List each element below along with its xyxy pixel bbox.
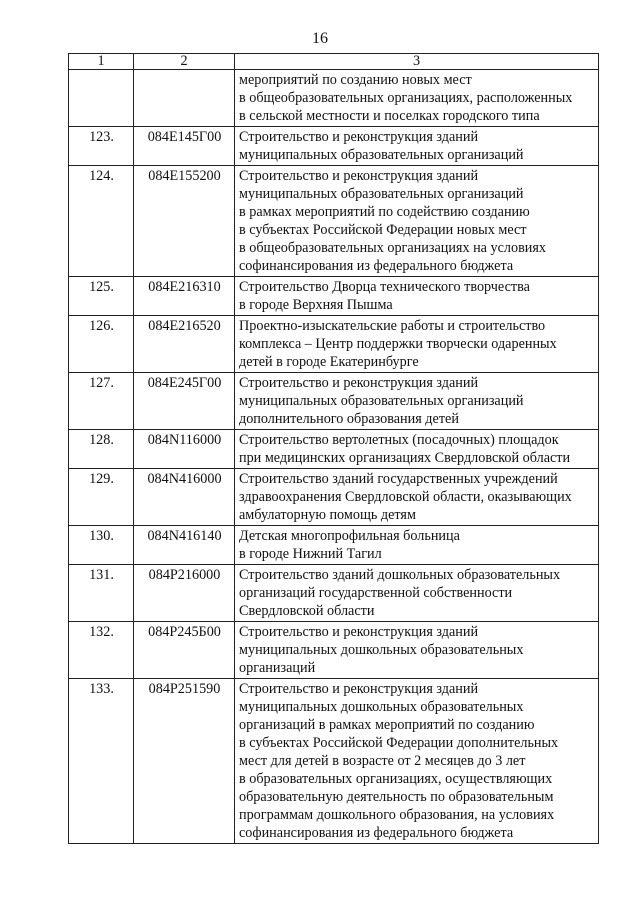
table-row <box>69 430 599 469</box>
column-header: 2 <box>134 54 235 70</box>
table-row <box>69 526 599 565</box>
row-number: 127. <box>69 373 134 430</box>
row-number: 129. <box>69 469 134 526</box>
row-number: 131. <box>69 565 134 622</box>
row-description: Детская многопрофильная больница в городе Нижний Тагил <box>235 526 599 565</box>
budget-code: 084P245Б00 <box>134 622 235 679</box>
table-row <box>69 127 599 166</box>
row-number: 132. <box>69 622 134 679</box>
column-header: 3 <box>235 54 599 70</box>
row-description: Строительство и реконструкция зданий муниципальных образовательных организаций <box>235 127 599 166</box>
row-number: 123. <box>69 127 134 166</box>
table-row <box>69 565 599 622</box>
budget-code <box>134 70 235 127</box>
table-row <box>69 373 599 430</box>
row-description: мероприятий по созданию новых мест в общеобразовательных организациях, расположенных в сельской местности и поселках городского типа <box>235 70 599 127</box>
budget-code: 084E245Г00 <box>134 373 235 430</box>
page-number: 16 <box>312 30 328 47</box>
table-row <box>69 679 599 844</box>
row-description: Строительство и реконструкция зданий муниципальных образовательных организаций дополнительного образования детей <box>235 373 599 430</box>
budget-code: 084P251590 <box>134 679 235 844</box>
row-number: 126. <box>69 316 134 373</box>
row-description: Строительство Дворца технического творчества в городе Верхняя Пышма <box>235 277 599 316</box>
budget-code: 084E155200 <box>134 166 235 277</box>
table-row <box>69 622 599 679</box>
table-header-row <box>69 54 599 70</box>
budget-code: 084N116000 <box>134 430 235 469</box>
table-row <box>69 166 599 277</box>
table-row <box>69 469 599 526</box>
table-row <box>69 277 599 316</box>
budget-code: 084N416140 <box>134 526 235 565</box>
budget-code: 084P216000 <box>134 565 235 622</box>
row-number: 125. <box>69 277 134 316</box>
table-row <box>69 316 599 373</box>
budget-code: 084E145Г00 <box>134 127 235 166</box>
column-header: 1 <box>69 54 134 70</box>
row-description: Строительство и реконструкция зданий муниципальных образовательных организаций в рамках мероприятий по содействию созданию в субъектах Российской Федерации новых мест в общеобразовательных организациях на условиях софинансирования из федерального бюджета <box>235 166 599 277</box>
row-number: 128. <box>69 430 134 469</box>
row-description: Строительство вертолетных (посадочных) площадок при медицинских организациях Свердловской области <box>235 430 599 469</box>
table-row <box>69 70 599 127</box>
row-description: Строительство зданий дошкольных образовательных организаций государственной собственности Свердловской области <box>235 565 599 622</box>
row-description: Строительство и реконструкция зданий муниципальных дошкольных образовательных организаций в рамках мероприятий по созданию в субъектах Российской Федерации дополнительных мест для детей в возрасте от 2 месяцев до 3 лет в образовательных организациях, осуществляющих образовательную деятельность по образовательным программам дошкольного образования, на условиях софинансирования из федерального бюджета <box>235 679 599 844</box>
row-description: Проектно-изыскательские работы и строительство комплекса – Центр поддержки творчески одаренных детей в городе Екатеринбурге <box>235 316 599 373</box>
row-description: Строительство зданий государственных учреждений здравоохранения Свердловской области, оказывающих амбулаторную помощь детям <box>235 469 599 526</box>
row-number: 124. <box>69 166 134 277</box>
row-description: Строительство и реконструкция зданий муниципальных дошкольных образовательных организаций <box>235 622 599 679</box>
row-number <box>69 70 134 127</box>
budget-code: 084E216310 <box>134 277 235 316</box>
budget-code: 084N416000 <box>134 469 235 526</box>
row-number: 130. <box>69 526 134 565</box>
budget-code-table <box>68 53 599 844</box>
budget-code: 084E216520 <box>134 316 235 373</box>
row-number: 133. <box>69 679 134 844</box>
